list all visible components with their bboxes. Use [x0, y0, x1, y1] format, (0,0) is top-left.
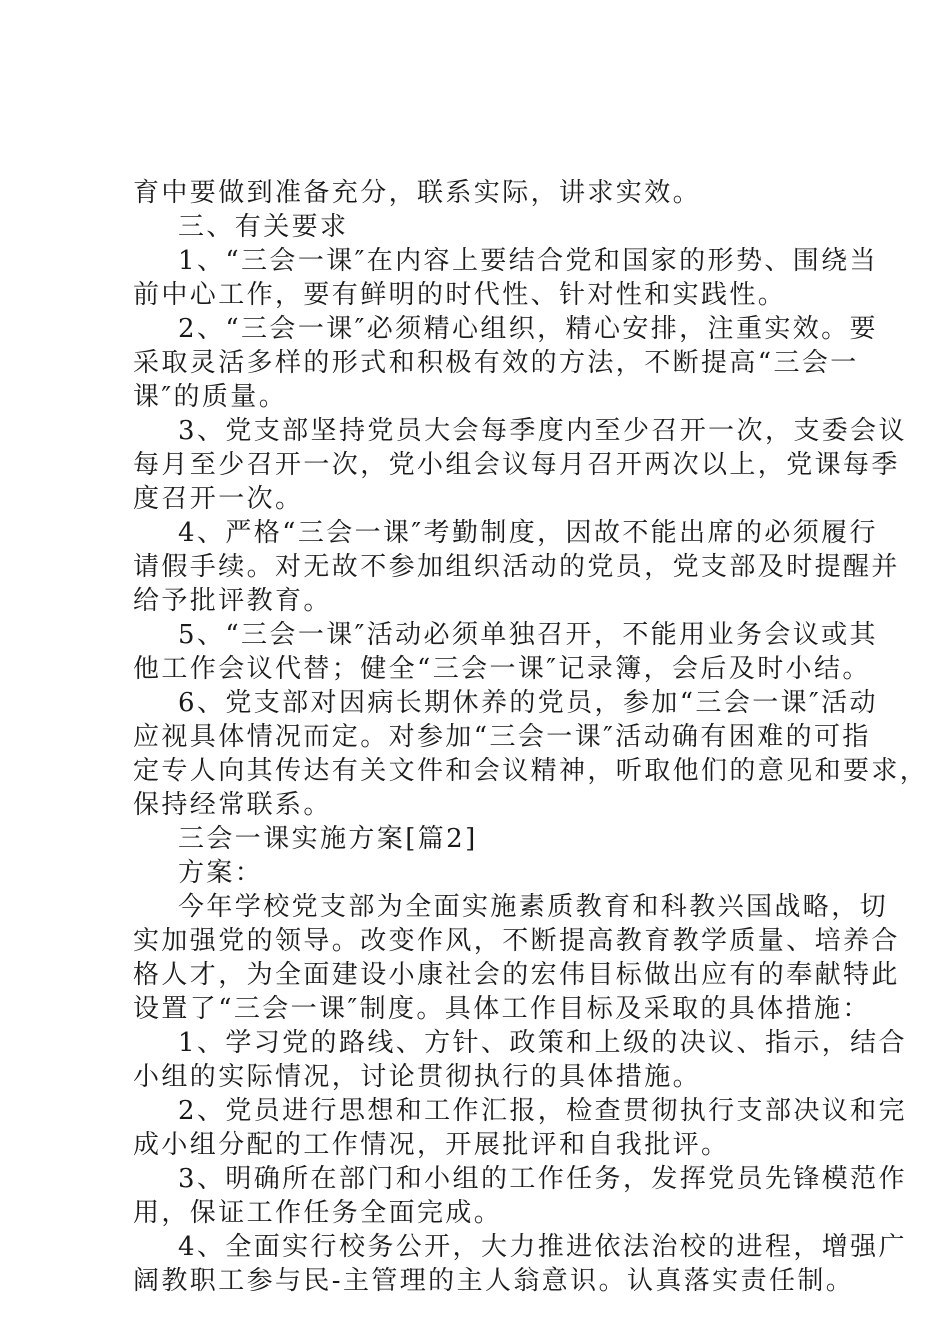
section-heading: 三、有关要求 [178, 212, 349, 242]
text-line: 实加强党的领导。改变作风，不断提高教育教学质量、培养合 [133, 926, 900, 956]
text-line: 课″的质量。 [133, 382, 288, 412]
text-line: 1、“三会一课″在内容上要结合党和国家的形势、围绕当 [178, 246, 878, 276]
text-line: 5、“三会一课″活动必须单独召开，不能用业务会议或其 [178, 620, 878, 650]
text-line: 度召开一次。 [133, 484, 304, 514]
text-line: 应视具体情况而定。对参加“三会一课″活动确有困难的可指 [133, 722, 871, 752]
text-line: 3、党支部坚持党员大会每季度内至少召开一次，支委会议 [178, 416, 907, 446]
text-line: 阔教职工参与民-主管理的主人翁意识。认真落实责任制。 [133, 1266, 855, 1296]
text-line: 6、党支部对因病长期休养的党员，参加“三会一课″活动 [178, 688, 878, 718]
text-line: 3、明确所在部门和小组的工作任务，发挥党员先锋模范作 [178, 1164, 907, 1194]
text-line: 给予批评教育。 [133, 586, 332, 616]
text-line: 今年学校党支部为全面实施素质教育和科教兴国战略，切 [178, 892, 889, 922]
text-line: 成小组分配的工作情况，开展批评和自我批评。 [133, 1130, 730, 1160]
text-line: 小组的实际情况，讨论贯彻执行的具体措施。 [133, 1062, 702, 1092]
text-line: 他工作会议代替；健全“三会一课″记录簿，会后及时小结。 [133, 654, 871, 684]
text-line: 前中心工作，要有鲜明的时代性、针对性和实践性。 [133, 280, 787, 310]
text-line: 用，保证工作任务全面完成。 [133, 1198, 503, 1228]
section-title: 三会一课实施方案[篇2] [178, 824, 478, 854]
text-line: 方案： [178, 858, 264, 888]
text-line: 4、全面实行校务公开，大力推进依法治校的进程，增强广 [178, 1232, 907, 1262]
text-line: 4、严格“三会一课″考勤制度，因故不能出席的必须履行 [178, 518, 878, 548]
text-line: 格人才，为全面建设小康社会的宏伟目标做出应有的奉献特此 [133, 960, 900, 990]
text-line: 育中要做到准备充分，联系实际，讲求实效。 [133, 178, 702, 208]
text-line: 采取灵活多样的形式和积极有效的方法，不断提高“三会一 [133, 348, 859, 378]
text-line: 保持经常联系。 [133, 790, 332, 820]
text-line: 每月至少召开一次，党小组会议每月召开两次以上，党课每季 [133, 450, 900, 480]
text-line: 请假手续。对无故不参加组织活动的党员，党支部及时提醒并 [133, 552, 900, 582]
text-line: 1、学习党的路线、方针、政策和上级的决议、指示，结合 [178, 1028, 907, 1058]
text-line: 2、党员进行思想和工作汇报，检查贯彻执行支部决议和完 [178, 1096, 907, 1126]
text-line: 设置了“三会一课″制度。具体工作目标及采取的具体措施： [133, 994, 871, 1024]
text-line: 定专人向其传达有关文件和会议精神，听取他们的意见和要求， [133, 756, 929, 786]
text-line: 2、“三会一课″必须精心组织，精心安排，注重实效。要 [178, 314, 878, 344]
